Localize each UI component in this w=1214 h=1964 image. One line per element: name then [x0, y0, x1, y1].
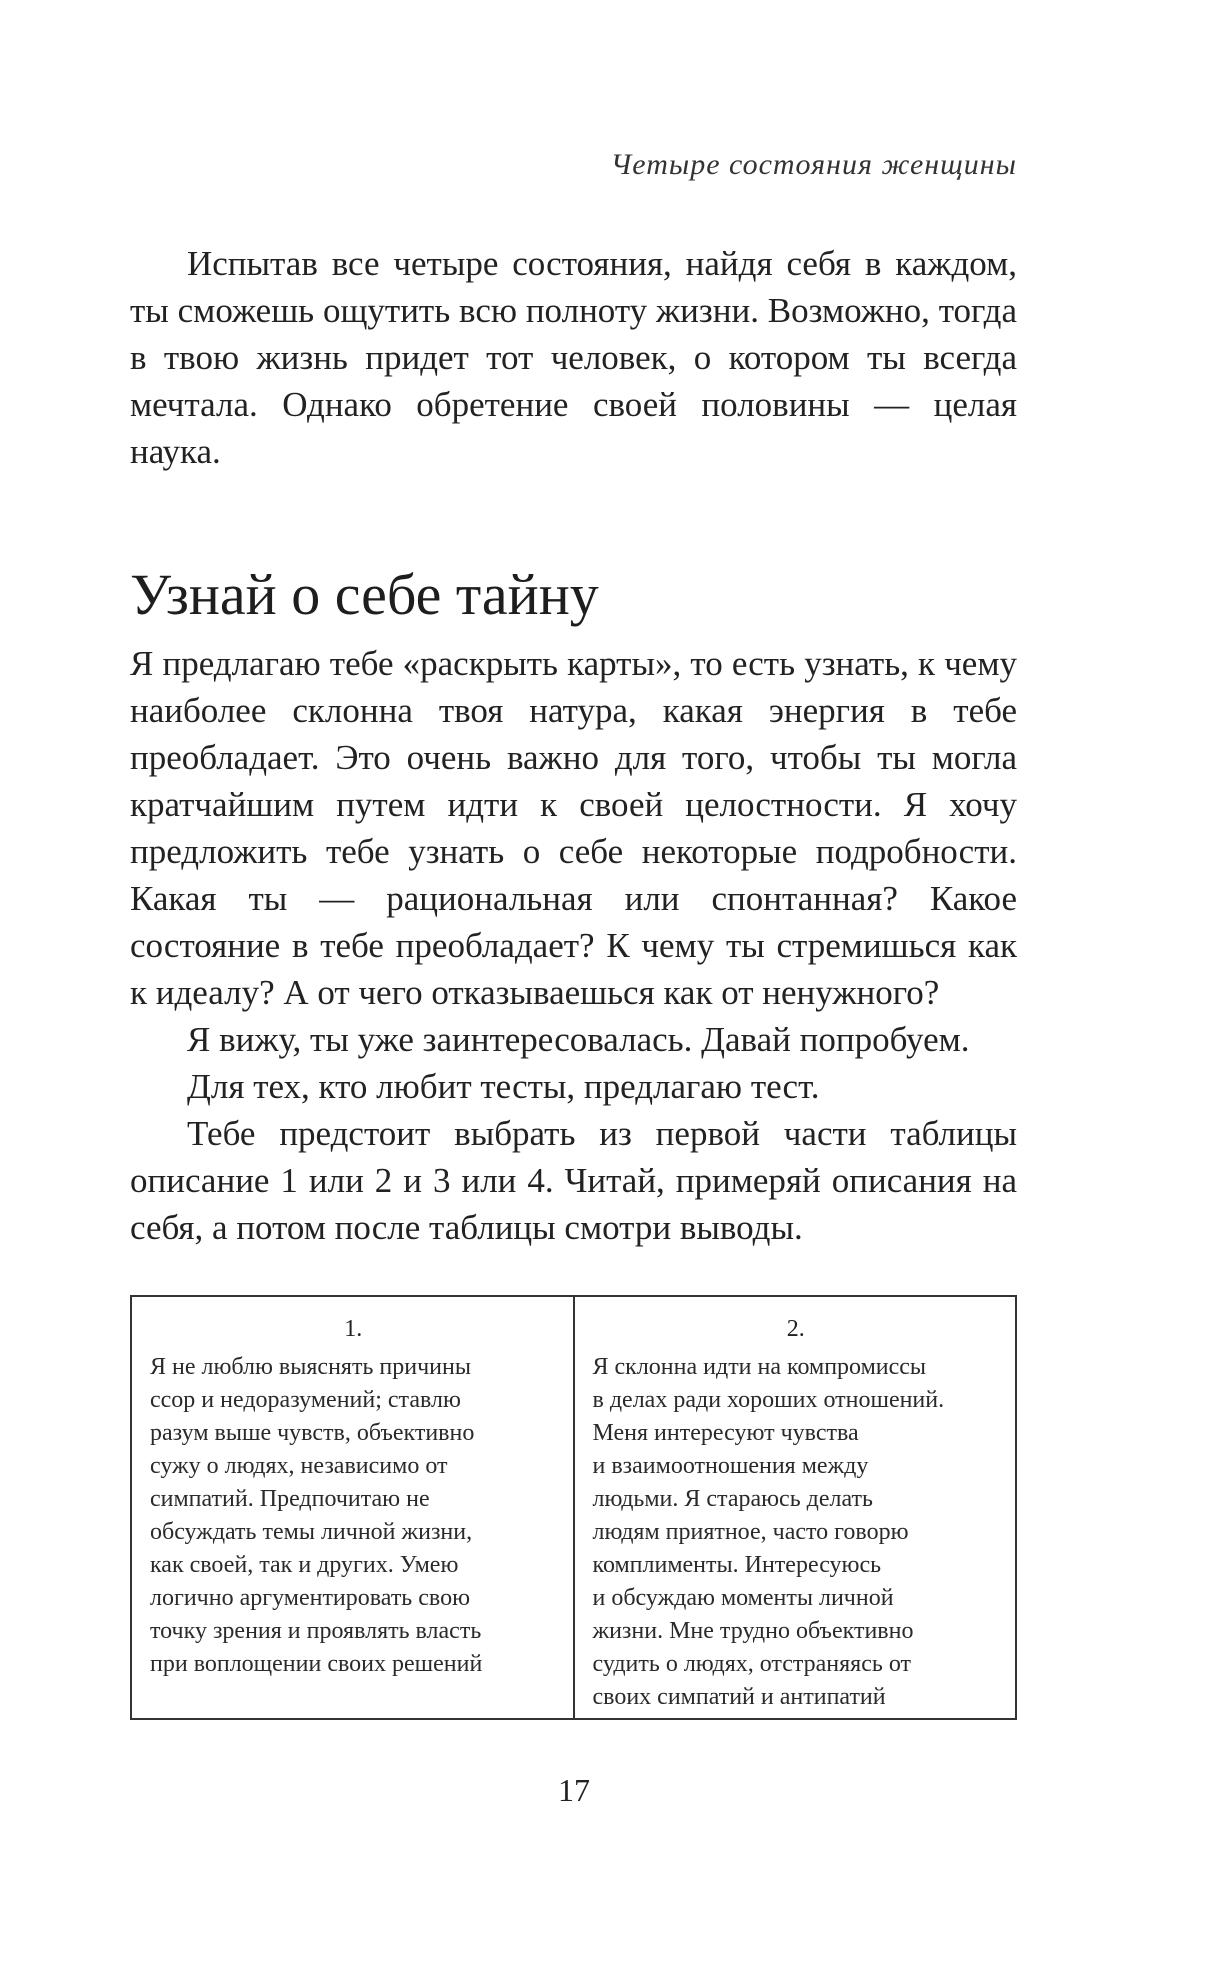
- column-text: [593, 1351, 1000, 1714]
- section-paragraph: Я вижу, ты уже заинтересовалась. Давай попробуем.: [187, 1020, 970, 1059]
- column-line: жизни. Мне трудно объективно: [592, 1618, 914, 1644]
- column-text: [150, 1351, 557, 1681]
- column-line: как своей, так и других. Умею: [150, 1552, 459, 1578]
- intro-paragraph: Испытав все четыре состояния, найдя себя в каждом, ты сможешь ощутить всю полноту жизни. Возможно, тогда в твою жизнь придет тот человек, о котором ты всегда мечтала. Однако обретение своей половины — целая наука.: [130, 244, 1017, 471]
- column-line: людьми. Я стараюсь делать: [592, 1486, 873, 1512]
- column-line: при воплощении своих решений: [150, 1651, 483, 1677]
- column-line: в делах ради хороших отношений.: [592, 1387, 945, 1413]
- section-paragraph: Для тех, кто любит тесты, предлагаю тест.: [187, 1067, 820, 1106]
- column-line: и взаимоотношения между: [592, 1453, 869, 1479]
- page-content: [130, 240, 1017, 1251]
- page-number: 17: [558, 1772, 590, 1808]
- column-line: судить о людях, отстраняясь от: [592, 1651, 911, 1677]
- table-column-1: [132, 1297, 573, 1718]
- test-table: [130, 1295, 1017, 1720]
- column-line: разум выше чувств, объективно: [150, 1420, 475, 1446]
- column-line: сужу о людях, независимо от: [150, 1453, 448, 1479]
- column-line: симпатий. Предпочитаю не: [150, 1486, 430, 1512]
- running-header: Четыре состояния женщины: [610, 148, 1017, 181]
- table-column-2: [573, 1297, 1016, 1718]
- column-line: Меня интересуют чувства: [592, 1420, 859, 1446]
- column-line: комплименты. Интересуюсь: [592, 1552, 882, 1578]
- section-paragraph: Я предлагаю тебе «раскрыть карты», то есть узнать, к чему наиболее склонна твоя натура, какая энергия в тебе преобладает. Это очень важно для того, чтобы ты могла кратчайшим путем идти к своей целостности. Я хочу предложить тебе узнать о себе некоторые подробности. Какая ты — рациональная или спонтанная? Какое состояние в тебе преобладает? К чему ты стремишься как к идеалу? А от чего отказываешься как от ненужного?: [130, 644, 1017, 1012]
- section-heading: Узнай о себе тайну: [130, 562, 599, 627]
- column-line: людям приятное, часто говорю: [592, 1519, 909, 1545]
- column-line: и обсуждаю моменты личной: [592, 1585, 894, 1611]
- column-line: обсуждать темы личной жизни,: [150, 1519, 473, 1545]
- column-line: точку зрения и проявлять власть: [150, 1618, 482, 1644]
- section-paragraph: Тебе предстоит выбрать из первой части таблицы описание 1 или 2 и 3 или 4. Читай, примеряй описания на себя, а потом после таблицы смотри выводы.: [130, 1114, 1017, 1247]
- column-line: Я не люблю выяснять причины: [150, 1354, 471, 1380]
- column-line: Я склонна идти на компромиссы: [592, 1354, 927, 1380]
- column-line: логично аргументировать свою: [150, 1585, 471, 1611]
- column-line: ссор и недоразумений; ставлю: [150, 1387, 461, 1413]
- column-number: 1.: [344, 1316, 363, 1342]
- column-line: своих симпатий и антипатий: [592, 1684, 886, 1710]
- column-number: 2.: [786, 1316, 805, 1342]
